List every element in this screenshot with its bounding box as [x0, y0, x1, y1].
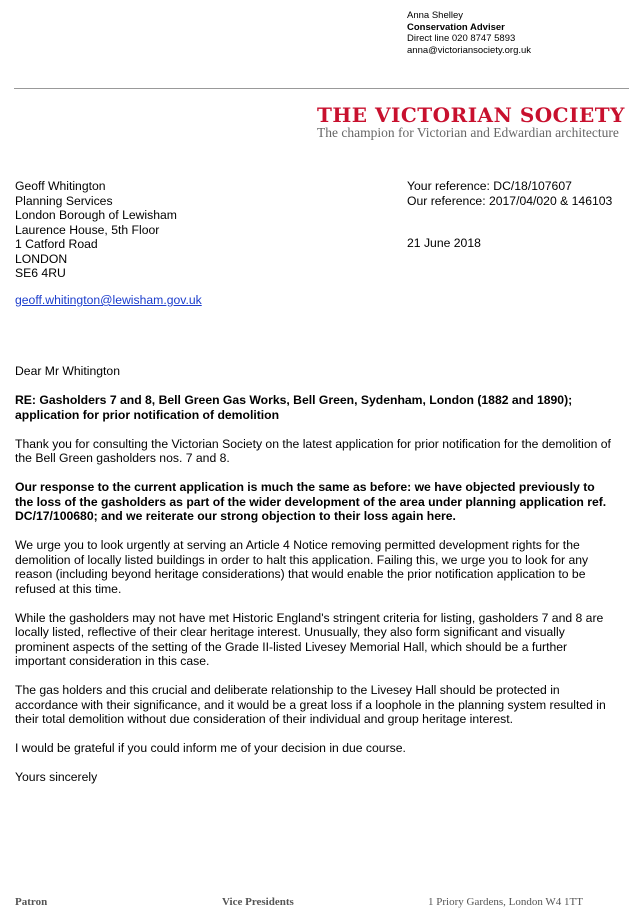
address-line: SE6 4RU: [15, 266, 66, 280]
address-line: Laurence House, 5th Floor: [15, 222, 160, 237]
references: [407, 179, 612, 208]
sender-phone: Direct line 020 8747 5893: [407, 33, 516, 44]
subject-line: RE: Gasholders 7 and 8, Bell Green Gas Works, Bell Green, Sydenham, London (1882 and 1890); application for prior notification of demolition: [15, 393, 573, 422]
logo-title: THE VICTORIAN SOCIETY: [317, 103, 625, 127]
paragraph-bold: Our response to the current application is much the same as before: we have objected previously to the loss of the gasholders as part of the wider development of the area under planning application ref. DC/17/100680; and we reiterate our strong objection to their loss again here.: [15, 480, 607, 523]
address-line: London Borough of Lewisham: [15, 208, 177, 222]
paragraph: Thank you for consulting the Victorian Society on the latest application for prior notification for the demolition of the Bell Green gasholders nos. 7 and 8.: [15, 436, 611, 465]
footer-address: 1 Priory Gardens, London W4 1TT: [428, 896, 583, 908]
letter-body: [15, 364, 615, 799]
address-line: LONDON: [15, 251, 68, 266]
address-line: Geoff Whitington: [15, 179, 106, 193]
closing: Yours sincerely: [15, 770, 98, 784]
sender-title: Conservation Adviser: [407, 21, 505, 33]
footer-patron: Patron: [15, 896, 48, 908]
logo-tagline: The champion for Victorian and Edwardian architecture: [317, 125, 619, 140]
paragraph: I would be grateful if you could inform me of your decision in due course.: [15, 741, 406, 755]
address-line: 1 Catford Road: [15, 237, 98, 251]
paragraph: The gas holders and this crucial and deliberate relationship to the Livesey Hall should be protected in accordance with their significance, and it would be a great loss if a loophole in the planning system resulted in their total demolition without due consideration of their individual and group heritage interest.: [15, 683, 606, 726]
paragraph: We urge you to look urgently at serving an Article 4 Notice removing permitted development rights for the demolition of locally listed buildings in order to halt this application. Failing this, we urge you to look for any reason (including beyond heritage considerations) that would enable the prior notification application to be refused at this time.: [15, 538, 589, 596]
your-reference: Your reference: DC/18/107607: [407, 179, 572, 193]
sender-block: [407, 10, 531, 56]
paragraph: While the gasholders may not have met Historic England's stringent criteria for listing, gasholders 7 and 8 are locally listed, reflective of their clear heritage interest. Unusually, they also form significant and visually prominent aspects of the setting of the Grade II-listed Livesey Memorial Hall, which should be a further important consideration in this case.: [15, 610, 604, 668]
recipient-email-link[interactable]: geoff.whitington@lewisham.gov.uk: [15, 293, 202, 307]
our-reference: Our reference: 2017/04/020 & 146103: [407, 193, 613, 208]
sender-name: Anna Shelley: [407, 10, 463, 21]
footer-vice-presidents: Vice Presidents: [222, 896, 294, 908]
letter-date: 21 June 2018: [407, 236, 481, 250]
victorian-society-logo: [317, 104, 625, 140]
sender-email: anna@victoriansociety.org.uk: [407, 44, 532, 56]
recipient-address: [15, 179, 177, 281]
header-divider: [14, 88, 629, 89]
address-line: Planning Services: [15, 193, 113, 208]
salutation: Dear Mr Whitington: [15, 364, 120, 378]
